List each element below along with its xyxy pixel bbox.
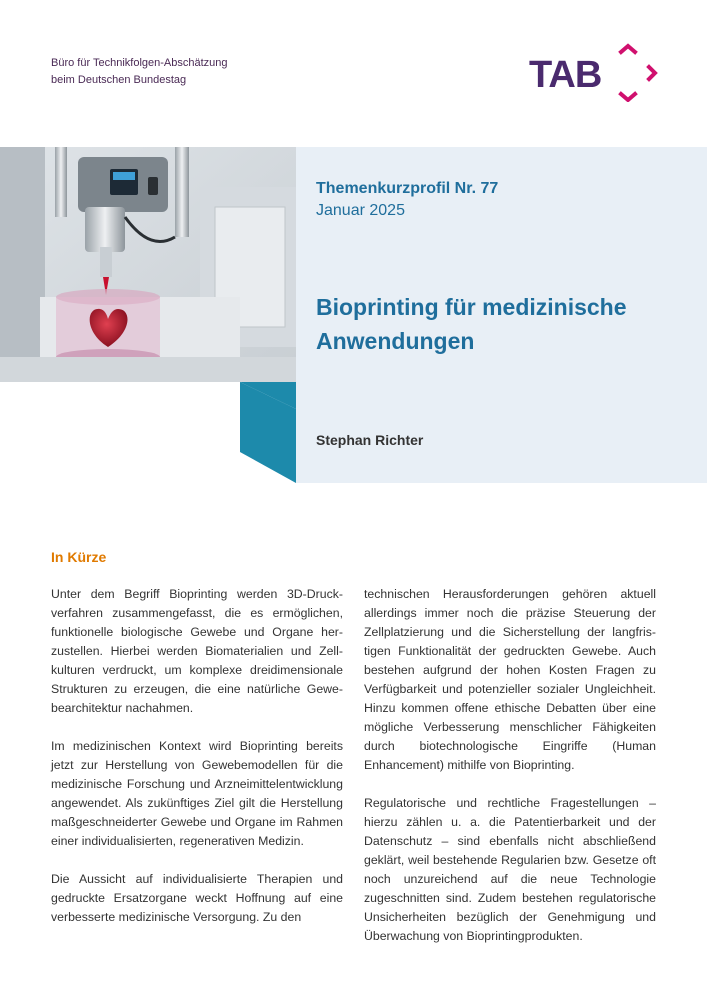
summary-paragraph: Regulatorische und rechtliche Fragestellungen – hierzu zählen u. a. die Patentierbarkeit und der Datenschutz – sind ebenfalls nicht abschließend geklärt, weil bestehende Regularien bzw. Gesetze oft noch unzureichend auf die neue Technologie zugeschnitten sind. Zudem bestehen regulatorische Unsicherheiten bezüglich der Genehmigung und Überwachung von Bioprintingprodukten. [364, 796, 656, 943]
organization-line-1: Büro für Technikfolgen-Abschätzung [51, 57, 228, 69]
summary-paragraph: Im medizinischen Kontext wird Bioprinting bereits jetzt zur Herstellung von Gewebemodellen für die medizinische Forschung und Arzneimittelentwicklung angewendet. Als zukünftiges Ziel gilt die Herstellung maßgeschneiderter Gewebe und Organe im Rahmen einer individualisierten, regenerativen Medizin. [51, 739, 343, 848]
section-heading-summary: In Kürze [51, 549, 107, 565]
document-title: Bioprinting für medizinische Anwendungen [316, 294, 627, 354]
logo-bracket-icon [621, 46, 655, 100]
summary-column-left [51, 585, 343, 927]
author-name: Stephan Richter [316, 432, 424, 448]
organization-line-2: beim Deutschen Bundestag [51, 74, 187, 86]
summary-column-right [364, 585, 656, 946]
summary-paragraph: Unter dem Begriff Bioprinting werden 3D-Druckverfahren zusammengefasst, die es ermöglichen, funktionelle biologische Gewebe und Organe herzustellen. Hierbei werden Biomaterialien und Zellkulturen verdruckt, um komplexe dreidimensionale Strukturen zu erzeugen, die eine natürliche Gewebearchitektur nachahmen. [51, 587, 343, 715]
logo-text: TAB [529, 54, 602, 96]
summary-paragraph: Die Aussicht auf individualisierte Therapien und gedruckte Ersatzorgane weckt Hoffnung auf eine verbesserte medizinische Versorgung. Zu den [51, 872, 343, 924]
profile-number: Themenkurzprofil Nr. 77 [316, 180, 499, 197]
tab-logo [529, 42, 659, 102]
summary-paragraph: technischen Herausforderungen gehören aktuell allerdings immer noch die präzise Steuerung der Zellplatzierung und die Sicherstellung der langfristigen Funktionalität der gedruckten Gewebe. Auch bestehen aufgrund der hohen Kosten Fragen zu Verfügbarkeit und potenzieller sozialer Ungleichheit. Hinzu kommen offene ethische Debatten über eine mögliche Verbesserung menschlicher Fähigkeiten durch biotechnologische Eingriffe (Human Enhancement) mithilfe von Bioprinting. [364, 587, 656, 772]
profile-date: Januar 2025 [316, 202, 405, 219]
organization-name [51, 55, 228, 89]
